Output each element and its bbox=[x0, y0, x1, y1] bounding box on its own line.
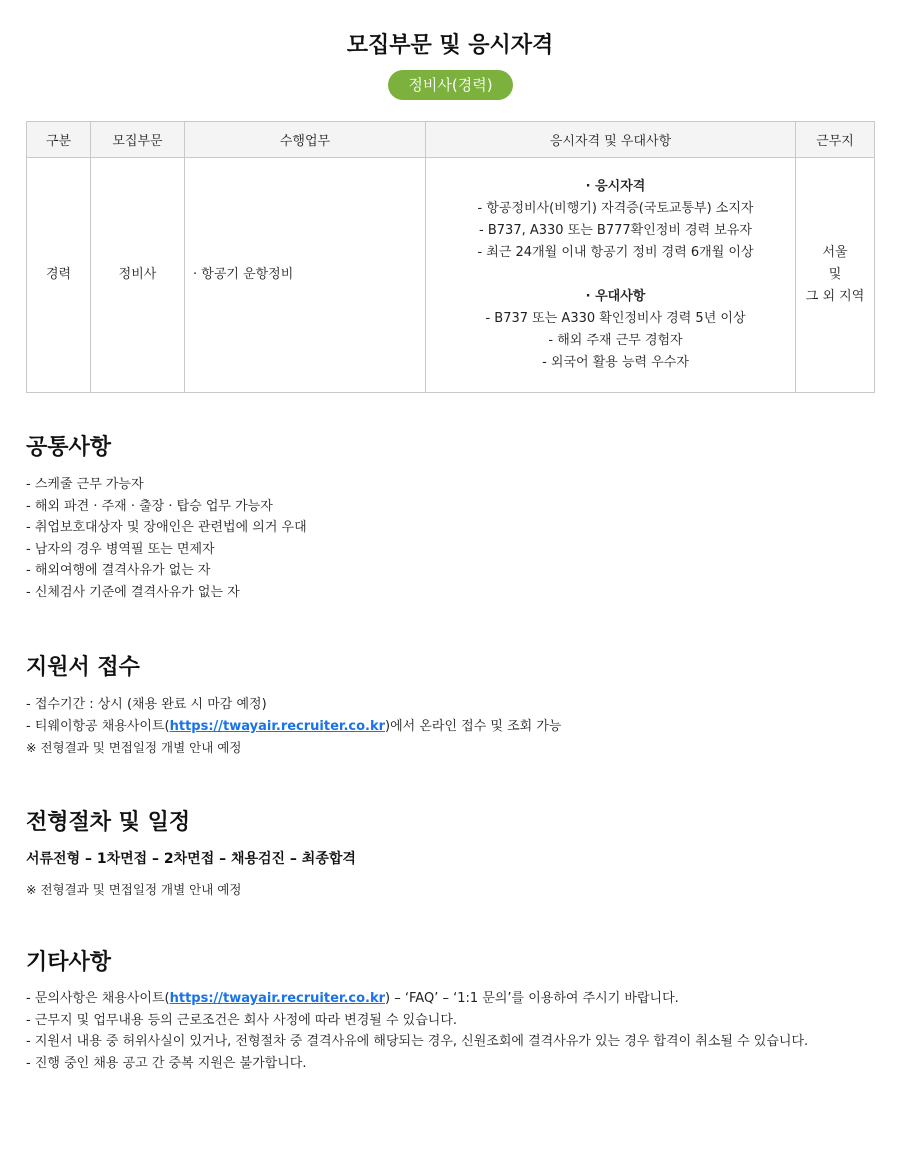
list-item: - 취업보호대상자 및 장애인은 관련법에 의거 우대 bbox=[26, 520, 307, 536]
header-category: 구분 bbox=[27, 122, 91, 158]
list-item bbox=[26, 716, 561, 738]
apply-text-pre: - 티웨이항공 채용사이트( bbox=[26, 718, 170, 734]
list-item bbox=[26, 988, 808, 1010]
list-item: - 진행 중인 채용 공고 간 중복 지원은 불가합니다. bbox=[26, 1055, 307, 1071]
cell-duty: · 항공기 운항정비 bbox=[185, 158, 426, 393]
process-section-title: 전형절차 및 일정 bbox=[26, 810, 191, 835]
list-item: - 해외 파견 · 주재 · 출장 · 탑승 업무 가능자 bbox=[26, 498, 273, 514]
recruitment-table bbox=[26, 121, 875, 393]
qualification-item: - 최근 24개월 이내 항공기 정비 경력 6개월 이상 bbox=[477, 245, 754, 261]
header-qualification: 응시자격 및 우대사항 bbox=[426, 122, 796, 158]
list-item: - 신체검사 기준에 결격사유가 없는 자 bbox=[26, 584, 240, 600]
common-list bbox=[26, 474, 307, 604]
list-item: - 스케줄 근무 가능자 bbox=[26, 477, 144, 492]
common-section-title: 공통사항 bbox=[26, 435, 112, 460]
process-note: ※ 전형결과 및 면접일정 개별 안내 예정 bbox=[26, 882, 242, 897]
preference-item: - 해외 주재 근무 경험자 bbox=[548, 332, 683, 348]
process-steps: 서류전형 – 1차면접 – 2차면접 – 채용검진 – 최종합격 bbox=[26, 851, 356, 867]
location-line: 및 bbox=[828, 267, 842, 282]
list-item: - 접수기간 : 상시 (채용 완료 시 마감 예정) bbox=[26, 697, 267, 712]
recruit-site-link[interactable]: https://twayair.recruiter.co.kr bbox=[169, 718, 386, 734]
etc-list bbox=[26, 988, 808, 1074]
cell-category: 경력 bbox=[27, 158, 91, 393]
list-item: - 지원서 내용 중 허위사실이 있거나, 전형절차 중 결격사유에 해당되는 경우, 신원조회에 결격사유가 있는 경우 합격이 취소될 수 있습니다. bbox=[26, 1034, 809, 1050]
apply-list bbox=[26, 694, 561, 759]
etc-section-title: 기타사항 bbox=[26, 950, 112, 975]
header-duty: 수행업무 bbox=[185, 122, 426, 158]
list-item: - 남자의 경우 병역필 또는 면제자 bbox=[26, 541, 215, 557]
list-item: - 해외여행에 결격사유가 없는 자 bbox=[26, 563, 211, 579]
etc-text-post: ) – ‘FAQ’ – ‘1:1 문의’를 이용하여 주시기 바랍니다. bbox=[385, 991, 679, 1006]
preference-heading: · 우대사항 bbox=[585, 288, 646, 304]
table-header-row bbox=[27, 122, 875, 158]
header-location: 근무지 bbox=[796, 122, 875, 158]
list-item: - 근무지 및 업무내용 등의 근로조건은 회사 사정에 따라 변경될 수 있습니다. bbox=[26, 1012, 458, 1028]
etc-text-pre: - 문의사항은 채용사이트( bbox=[26, 991, 170, 1006]
cell-qualification bbox=[426, 158, 796, 393]
location-line: 서울 bbox=[822, 245, 848, 260]
apply-section-title: 지원서 접수 bbox=[26, 655, 140, 680]
cell-location bbox=[796, 158, 875, 393]
apply-note: ※ 전형결과 및 면접일정 개별 안내 예정 bbox=[26, 740, 242, 756]
cell-division: 정비사 bbox=[91, 158, 185, 393]
location-line: 그 외 지역 bbox=[805, 289, 865, 304]
preference-item: - 외국어 활용 능력 우수자 bbox=[542, 354, 689, 370]
qualification-item: - 항공정비사(비행기) 자격증(국토교통부) 소지자 bbox=[477, 201, 754, 217]
apply-text-post: )에서 온라인 접수 및 조회 가능 bbox=[385, 718, 562, 734]
qualification-item: - B737, A330 또는 B777확인정비 경력 보유자 bbox=[479, 223, 752, 239]
qualification-heading: · 응시자격 bbox=[585, 179, 646, 195]
table-row bbox=[27, 158, 875, 393]
header-division: 모집부문 bbox=[91, 122, 185, 158]
page-title: 모집부문 및 응시자격 bbox=[346, 33, 554, 58]
recruit-site-link[interactable]: https://twayair.recruiter.co.kr bbox=[169, 991, 386, 1006]
preference-item: - B737 또는 A330 확인정비사 경력 5년 이상 bbox=[485, 310, 746, 326]
position-badge: 정비사(경력) bbox=[388, 70, 513, 100]
